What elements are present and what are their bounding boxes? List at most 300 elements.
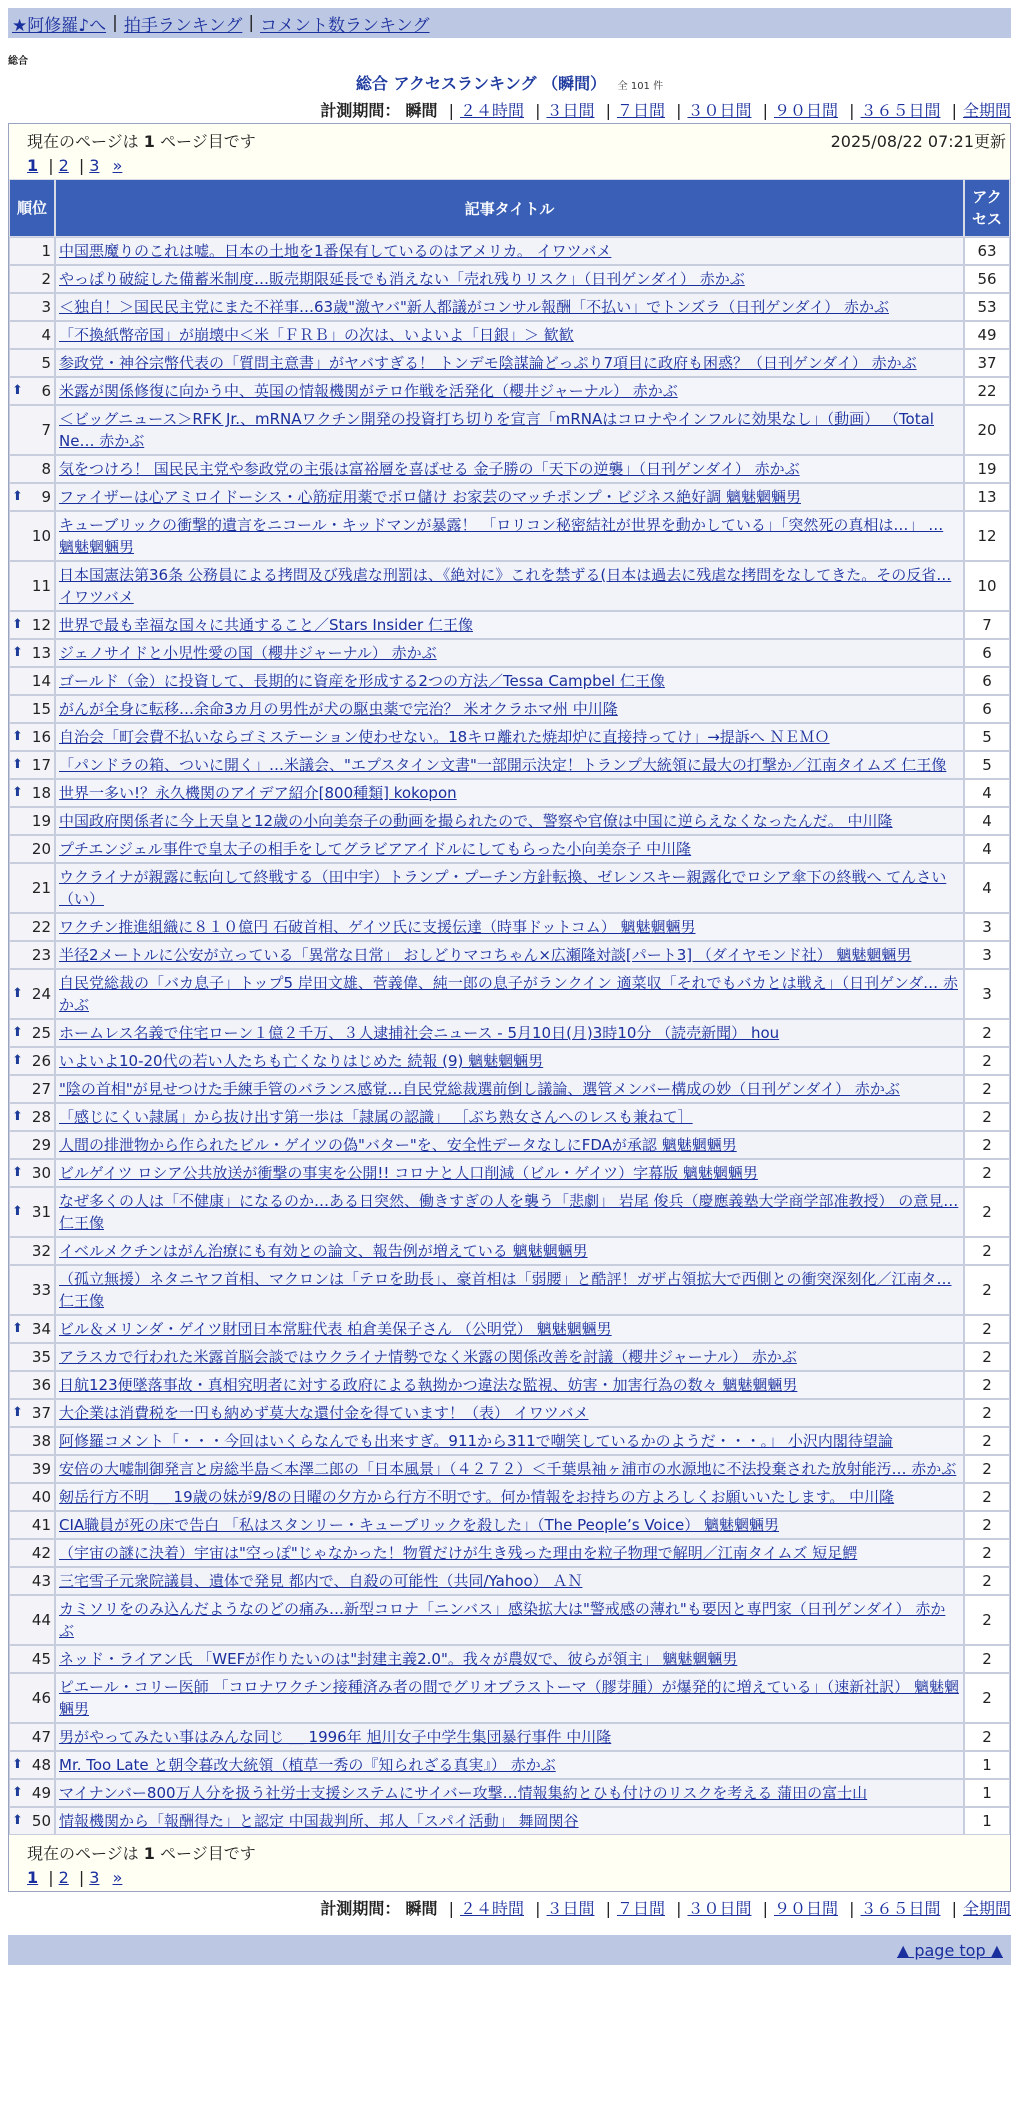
article-title-link[interactable]: 三宅雪子元衆院議員、遺体で発見 都内で、自殺の可能性（共同/Yahoo） ＡＮ — [59, 1572, 583, 1590]
rank-cell — [9, 1751, 55, 1779]
rank-cell — [9, 667, 55, 695]
access-count: 4 — [964, 807, 1010, 835]
rank-number: 39 — [31, 1460, 51, 1478]
period-link-24h[interactable]: ２４時間 — [459, 1899, 524, 1918]
title-cell — [55, 1595, 964, 1645]
page-top-link[interactable]: ▲ page top ▲ — [896, 1940, 1003, 1960]
table-row — [9, 1751, 1010, 1779]
period-link-365d[interactable]: ３６５日間 — [860, 101, 941, 120]
title-cell — [55, 511, 964, 561]
article-title-link[interactable]: ジェノサイドと小児性愛の国（櫻井ジャーナル） 赤かぶ — [59, 644, 437, 662]
rank-number: 34 — [31, 1320, 51, 1338]
rank-number: 7 — [41, 421, 51, 439]
period-current: 瞬間 — [405, 1899, 438, 1918]
period-selector-top: 計測期間： 瞬間 | ２４時間 | ３日間 | ７日間 | ３０日間 | ９０日間 | ３６５日間 | 全期間 — [320, 101, 1011, 120]
table-row — [9, 293, 1010, 321]
nav-applause-ranking-link[interactable]: 拍手ランキング — [123, 15, 243, 36]
period-link-3d[interactable]: ３日間 — [546, 101, 595, 120]
rank-cell — [9, 1315, 55, 1343]
ranking-heading — [0, 71, 1019, 94]
rank-number: 8 — [41, 460, 51, 478]
rank-cell — [9, 1723, 55, 1751]
title-cell — [55, 1265, 964, 1315]
rank-up-arrow-icon: ⬆ — [12, 757, 23, 772]
period-link-90d[interactable]: ９０日間 — [773, 1899, 838, 1918]
table-row — [9, 1047, 1010, 1075]
article-title-link[interactable]: 「感じにくい隷属」から抜け出す第一歩は「隷属の認識」 ［ぶち熟女さんへのレスも兼ねて］ — [59, 1108, 693, 1126]
rank-cell — [9, 695, 55, 723]
rank-number: 36 — [31, 1376, 51, 1394]
table-row — [9, 511, 1010, 561]
title-cell — [55, 1103, 964, 1131]
article-title-link[interactable]: カミソリをのみ込んだようなのどの痛み…新型コロナ「ニンバス」感染拡大は"警戒感の薄れ"も要因と専門家（日刊ゲンダイ） 赤かぶ — [59, 1600, 946, 1640]
pager-next[interactable]: » — [112, 156, 123, 175]
rank-number: 32 — [31, 1242, 51, 1260]
rank-number: 5 — [41, 354, 51, 372]
ranking-table — [9, 179, 1010, 1835]
rank-cell — [9, 1645, 55, 1673]
rank-number: 35 — [31, 1348, 51, 1366]
table-row — [9, 1427, 1010, 1455]
pager-page-2[interactable]: 2 — [58, 156, 69, 175]
rank-cell — [9, 1539, 55, 1567]
rank-number: 47 — [31, 1728, 51, 1746]
rank-cell — [9, 1047, 55, 1075]
article-title-link[interactable]: キューブリックの衝撃的遺言をニコール・キッドマンが暴露！ 「ロリコン秘密結社が世界を動かしている」「突然死の真相は…」 … 魑魅魍魎男 — [59, 516, 944, 556]
rank-up-arrow-icon: ⬆ — [12, 1109, 23, 1124]
rank-number: 38 — [31, 1432, 51, 1450]
top-nav-bar — [8, 8, 1011, 38]
table-row — [9, 1019, 1010, 1047]
article-title-link[interactable]: 自民党総裁の「バカ息子」トップ5 岸田文雄、菅義偉、純一郎の息子がランクイン 適菜収「それでもバカとは戦え」（日刊ゲンダ… 赤かぶ — [59, 974, 958, 1014]
rank-cell — [9, 1567, 55, 1595]
rank-number: 16 — [31, 728, 51, 746]
period-link-30d[interactable]: ３０日間 — [687, 1899, 752, 1918]
updated-timestamp: 2025/08/22 07:21更新 — [830, 132, 1006, 151]
pager-top: 1 | 2 | 3 » — [27, 156, 123, 175]
article-title-link[interactable]: 日本国憲法第36条 公務員による拷問及び残虐な刑罰は、《絶対に》これを禁ずる(日本は過去に残虐な拷問をなしてきた。その反省… イワツバメ — [59, 566, 952, 606]
rank-number: 14 — [31, 672, 51, 690]
table-row — [9, 913, 1010, 941]
pager-next[interactable]: » — [112, 1868, 123, 1887]
table-row — [9, 969, 1010, 1019]
article-title-link[interactable]: ＜ビッグニュース＞RFK Jr.、mRNAワクチン開発の投資打ち切りを宣言「mRNAはコロナやインフルに効果なし」（動画） （Total Ne… 赤かぶ — [59, 410, 934, 450]
article-title-link[interactable]: 中国悪魔りのこれは嘘。日本の土地を1番保有しているのはアメリカ。 イワツバメ — [59, 242, 612, 260]
pager-bottom: 1 | 2 | 3 » — [27, 1868, 123, 1887]
rank-up-arrow-icon: ⬆ — [12, 1785, 23, 1800]
rank-up-arrow-icon: ⬆ — [12, 986, 23, 1001]
title-cell — [55, 639, 964, 667]
table-row — [9, 639, 1010, 667]
table-row — [9, 835, 1010, 863]
title-cell — [55, 293, 964, 321]
access-count: 2 — [964, 1103, 1010, 1131]
access-count: 2 — [964, 1483, 1010, 1511]
rank-cell — [9, 377, 55, 405]
rank-cell — [9, 293, 55, 321]
table-row — [9, 1075, 1010, 1103]
access-count: 49 — [964, 321, 1010, 349]
column-header-rank: 順位 — [9, 179, 55, 237]
title-cell — [55, 455, 964, 483]
title-cell — [55, 611, 964, 639]
article-title-link[interactable]: "陰の首相"が見せつけた手練手管のバランス感覚…自民党総裁選前倒し議論、選管メンバー構成の妙（日刊ゲンダイ） 赤かぶ — [59, 1080, 900, 1098]
rank-number: 11 — [31, 577, 51, 595]
article-title-link[interactable]: Mr. Too Late と朝令暮改大統領（植草一秀の『知られざる真実』） 赤かぶ — [59, 1756, 556, 1774]
access-count: 12 — [964, 511, 1010, 561]
rank-number: 44 — [31, 1611, 51, 1629]
access-count: 2 — [964, 1673, 1010, 1723]
article-title-link[interactable]: ビル＆メリンダ・ゲイツ財団日本常駐代表 柏倉美保子さん （公明党） 魑魅魍魎男 — [59, 1320, 612, 1338]
title-cell — [55, 377, 964, 405]
table-row — [9, 1237, 1010, 1265]
access-count: 2 — [964, 1371, 1010, 1399]
nav-home-link[interactable]: ★阿修羅♪へ — [12, 15, 107, 36]
access-count: 37 — [964, 349, 1010, 377]
table-row — [9, 695, 1010, 723]
rank-cell — [9, 237, 55, 265]
table-row — [9, 751, 1010, 779]
article-title-link[interactable]: ネッド・ライアン氏 「WEFが作りたいのは"封建主義2.0"。我々が農奴で、彼らが領主」 魑魅魍魎男 — [59, 1650, 738, 1668]
rank-cell — [9, 1511, 55, 1539]
rank-up-arrow-icon: ⬆ — [12, 383, 23, 398]
access-count: 4 — [964, 779, 1010, 807]
article-title-link[interactable]: 米露が関係修復に向かう中、英国の情報機関がテロ作戦を活発化（櫻井ジャーナル） 赤かぶ — [59, 382, 678, 400]
article-title-link[interactable]: 世界一多い!？永久機関のアイデア紹介[800種類] kokopon — [59, 784, 457, 802]
table-row — [9, 611, 1010, 639]
rank-cell — [9, 1019, 55, 1047]
title-cell — [55, 1511, 964, 1539]
table-row — [9, 779, 1010, 807]
bottom-bar — [8, 1935, 1011, 1965]
access-count: 2 — [964, 1315, 1010, 1343]
table-row — [9, 349, 1010, 377]
article-title-link[interactable]: がんが全身に転移…余命3カ月の男性が犬の駆虫薬で完治？ 米オクラホマ州 中川隆 — [59, 700, 618, 718]
access-count: 10 — [964, 561, 1010, 611]
access-count: 6 — [964, 695, 1010, 723]
title-cell — [55, 1343, 964, 1371]
access-count: 1 — [964, 1807, 1010, 1835]
article-title-link[interactable]: 「不換紙幣帝国」が崩壊中＜米「ＦＲＢ」の次は、いよいよ「日銀」＞ 歓歓 — [59, 326, 574, 344]
article-title-link[interactable]: 阿修羅コメント「・・・今回はいくらなんでも出来すぎ。911から311で嘲笑しているかのようだ・・・。」 小沢内閣待望論 — [59, 1432, 893, 1450]
rank-cell — [9, 1807, 55, 1835]
table-row — [9, 1399, 1010, 1427]
title-cell — [55, 1075, 964, 1103]
article-title-link[interactable]: 剱岳行方不明 ＿ 19歳の妹が9/8の日曜の夕方から行方不明です。何か情報をお持ちの方よろしくお願いいたします。 中川隆 — [59, 1488, 895, 1506]
rank-cell — [9, 1455, 55, 1483]
title-cell — [55, 349, 964, 377]
title-cell — [55, 1315, 964, 1343]
rank-cell — [9, 1779, 55, 1807]
page-title: 総合 アクセスランキング （瞬間） — [355, 74, 607, 93]
rank-number: 20 — [31, 840, 51, 858]
rank-number: 31 — [31, 1203, 51, 1221]
rank-number: 1 — [41, 242, 51, 260]
access-count: 2 — [964, 1265, 1010, 1315]
article-title-link[interactable]: （孤立無援）ネタニヤフ首相、マクロンは「テロを助長」、豪首相は「弱腰」と酷評！ガザ占領拡大で西側との衝突深刻化／江南タ… 仁王像 — [59, 1270, 952, 1310]
rank-number: 46 — [31, 1689, 51, 1707]
table-row — [9, 321, 1010, 349]
title-cell — [55, 1723, 964, 1751]
article-title-link[interactable]: 中国政府関係者に今上天皇と12歳の小向美奈子の動画を撮られたので、警察や官僚は中国に逆らえなくなったんだ。 中川隆 — [59, 812, 893, 830]
access-count: 2 — [964, 1399, 1010, 1427]
pager-page-current[interactable]: 1 — [27, 1868, 39, 1887]
period-link-24h[interactable]: ２４時間 — [459, 101, 524, 120]
column-header-title: 記事タイトル — [55, 179, 964, 237]
article-title-link[interactable]: 人間の排泄物から作られたビル・ゲイツの偽"バター"を、安全性データなしにFDAが承認 魑魅魍魎男 — [59, 1136, 737, 1154]
rank-cell — [9, 1343, 55, 1371]
access-count: 13 — [964, 483, 1010, 511]
access-count: 63 — [964, 237, 1010, 265]
rank-up-arrow-icon: ⬆ — [12, 617, 23, 632]
table-row — [9, 723, 1010, 751]
rank-up-arrow-icon: ⬆ — [12, 1405, 23, 1420]
rank-cell — [9, 511, 55, 561]
table-row — [9, 667, 1010, 695]
article-title-link[interactable]: プチエンジェル事件で皇太子の相手をしてグラビアアイドルにしてもらった小向美奈子 中川隆 — [59, 840, 692, 858]
title-cell — [55, 1187, 964, 1237]
article-title-link[interactable]: CIA職員が死の床で告白 「私はスタンリー・キューブリックを殺した」（The People’s Voice） 魑魅魍魎男 — [59, 1516, 780, 1534]
rank-up-arrow-icon: ⬆ — [12, 1053, 23, 1068]
pager-page-2[interactable]: 2 — [58, 1868, 69, 1887]
rank-cell — [9, 1187, 55, 1237]
title-cell — [55, 807, 964, 835]
access-count: 3 — [964, 913, 1010, 941]
article-title-link[interactable]: 安倍の大嘘制御発言と房総半島＜本澤二郎の「日本風景」（４２７２）＜千葉県袖ヶ浦市の水源地に不法投棄された放射能汚… 赤かぶ — [59, 1460, 957, 1478]
rank-cell — [9, 779, 55, 807]
rank-cell — [9, 913, 55, 941]
title-cell — [55, 1779, 964, 1807]
article-title-link[interactable]: ピエール・コリー医師 「コロナワクチン接種済み者の間でグリオブラストーマ（膠芽腫）が爆発的に増えている」（速新社訳） 魑魅魍魎男 — [59, 1678, 959, 1718]
title-cell — [55, 695, 964, 723]
current-page-text: 現在のページは 1 ページ目です — [27, 1844, 256, 1863]
title-cell — [55, 561, 964, 611]
period-link-30d[interactable]: ３０日間 — [687, 101, 752, 120]
table-row — [9, 455, 1010, 483]
title-cell — [55, 1751, 964, 1779]
rank-cell — [9, 1103, 55, 1131]
pager-page-current[interactable]: 1 — [27, 156, 39, 175]
access-count: 6 — [964, 639, 1010, 667]
title-cell — [55, 1455, 964, 1483]
rank-cell — [9, 639, 55, 667]
rank-cell — [9, 1673, 55, 1723]
title-cell — [55, 1539, 964, 1567]
rank-cell — [9, 1399, 55, 1427]
rank-number: 40 — [31, 1488, 51, 1506]
title-cell — [55, 969, 964, 1019]
current-page-text: 現在のページは 1 ページ目です — [27, 132, 256, 151]
article-title-link[interactable]: イベルメクチンはがん治療にも有効との論文、報告例が増えている 魑魅魍魎男 — [59, 1242, 588, 1260]
rank-up-arrow-icon: ⬆ — [12, 729, 23, 744]
access-count: 19 — [964, 455, 1010, 483]
rank-number: 25 — [31, 1024, 51, 1042]
pager-page-3[interactable]: 3 — [89, 1868, 100, 1887]
rank-number: 4 — [41, 326, 51, 344]
table-row — [9, 1539, 1010, 1567]
article-title-link[interactable]: やっぱり破綻した備蓄米制度…販売期限延長でも消えない「売れ残りリスク」（日刊ゲンダイ） 赤かぶ — [59, 270, 745, 288]
rank-cell — [9, 405, 55, 455]
table-row — [9, 1511, 1010, 1539]
article-title-link[interactable]: マイナンバー800万人分を扱う社労士支援システムにサイバー攻撃…情報集約とひも付けのリスクを考える 蒲田の富士山 — [59, 1784, 868, 1802]
article-title-link[interactable]: ファイザーは心アミロイドーシス・心筋症用薬でボロ儲け お家芸のマッチポンプ・ビジネス絶好調 魑魅魍魎男 — [59, 488, 801, 506]
article-title-link[interactable]: 参政党・神谷宗幣代表の「質問主意書」がヤバすぎる！ トンデモ陰謀論どっぷり7項目に政府も困惑？（日刊ゲンダイ） 赤かぶ — [59, 354, 917, 372]
rank-cell — [9, 561, 55, 611]
rank-number: 33 — [31, 1281, 51, 1299]
nav-comment-ranking-link[interactable]: コメント数ランキング — [260, 15, 430, 36]
article-title-link[interactable]: ビルゲイツ ロシア公共放送が衝撃の事実を公開!! コロナと人口削減（ビル・ゲイツ）字幕版 魑魅魍魎男 — [59, 1164, 758, 1182]
ranking-table-body — [9, 237, 1010, 1835]
article-title-link[interactable]: なぜ多くの人は「不健康」になるのか…ある日突然、働きすぎの人を襲う「悲劇」 岩尾 俊兵（慶應義塾大学商学部准教授） の意見… 仁王像 — [59, 1192, 959, 1232]
rank-number: 28 — [31, 1108, 51, 1126]
rank-number: 2 — [41, 270, 51, 288]
rank-cell — [9, 1595, 55, 1645]
period-label: 計測期間： — [320, 101, 401, 120]
title-cell — [55, 483, 964, 511]
period-link-all[interactable]: 全期間 — [962, 101, 1011, 120]
access-count: 2 — [964, 1075, 1010, 1103]
title-cell — [55, 405, 964, 455]
access-count: 3 — [964, 941, 1010, 969]
rank-number: 23 — [31, 946, 51, 964]
rank-cell — [9, 969, 55, 1019]
table-row — [9, 1567, 1010, 1595]
title-cell — [55, 1047, 964, 1075]
table-row — [9, 1187, 1010, 1237]
table-row — [9, 1343, 1010, 1371]
table-row — [9, 483, 1010, 511]
access-count: 2 — [964, 1595, 1010, 1645]
rank-number: 6 — [41, 382, 51, 400]
access-count: 2 — [964, 1131, 1010, 1159]
rank-number: 50 — [31, 1812, 51, 1830]
period-link-7d[interactable]: ７日間 — [616, 1899, 665, 1918]
access-count: 3 — [964, 969, 1010, 1019]
table-row — [9, 807, 1010, 835]
access-count: 2 — [964, 1455, 1010, 1483]
rank-cell — [9, 1483, 55, 1511]
table-row — [9, 1159, 1010, 1187]
article-title-link[interactable]: 大企業は消費税を一円も納めず莫大な還付金を得ています！（表） イワツバメ — [59, 1404, 589, 1422]
rank-up-arrow-icon: ⬆ — [12, 1025, 23, 1040]
table-row — [9, 405, 1010, 455]
rank-cell — [9, 835, 55, 863]
table-row — [9, 1483, 1010, 1511]
article-title-link[interactable]: いよいよ10-20代の若い人たちも亡くなりはじめた 続報 (9) 魑魅魍魎男 — [59, 1052, 544, 1070]
rank-number: 19 — [31, 812, 51, 830]
rank-number: 3 — [41, 298, 51, 316]
article-title-link[interactable]: 気をつけろ！ 国民民主党や参政党の主張は富裕層を喜ばせる 金子勝の「天下の逆襲」（日刊ゲンダイ） 赤かぶ — [59, 460, 800, 478]
article-title-link[interactable]: ウクライナが親露に転向して終戦する（田中宇）トランプ・プーチン方針転換、ゼレンスキー親露化でロシア傘下の終戦へ てんさい（い） — [59, 868, 947, 908]
page-info-bottom — [9, 1835, 1010, 1864]
page-info-top — [9, 124, 1010, 152]
rank-cell — [9, 1371, 55, 1399]
title-cell — [55, 779, 964, 807]
access-count: 2 — [964, 1237, 1010, 1265]
rank-number: 13 — [31, 644, 51, 662]
rank-cell — [9, 455, 55, 483]
rank-number: 41 — [31, 1516, 51, 1534]
article-title-link[interactable]: 「パンドラの箱、ついに開く」…米議会、"エプスタイン文書"一部開示決定！トランプ大統領に最大の打撃か／江南タイムズ 仁王像 — [59, 756, 947, 774]
access-count: 6 — [964, 667, 1010, 695]
rank-cell — [9, 1427, 55, 1455]
rank-number: 43 — [31, 1572, 51, 1590]
table-row — [9, 1131, 1010, 1159]
title-cell — [55, 1159, 964, 1187]
article-title-link[interactable]: 世界で最も幸福な国々に共通すること／Stars Insider 仁王像 — [59, 616, 473, 634]
table-row — [9, 561, 1010, 611]
article-title-link[interactable]: ゴールド（金）に投資して、長期的に資産を形成する2つの方法／Tessa Campbel 仁王像 — [59, 672, 665, 690]
article-title-link[interactable]: ホームレス名義で住宅ローン１億２千万、３人逮捕社会ニュース - 5月10日(月)3時10分 （読売新聞） hou — [59, 1024, 780, 1042]
period-link-3d[interactable]: ３日間 — [546, 1899, 595, 1918]
title-cell — [55, 1673, 964, 1723]
title-cell — [55, 1131, 964, 1159]
access-count: 2 — [964, 1047, 1010, 1075]
article-title-link[interactable]: ＜独自！＞国民民主党にまた不祥事…63歳"激ヤバ"新人都議がコンサル報酬「不払い」でトンズラ（日刊ゲンダイ） 赤かぶ — [59, 298, 889, 316]
total-count: 全 101 件 — [617, 81, 664, 92]
table-row — [9, 1645, 1010, 1673]
article-title-link[interactable]: （宇宙の謎に決着）宇宙は"空っぽ"じゃなかった！物質だけが生き残った理由を粒子物理で解明／江南タイムズ 短足鰐 — [59, 1544, 858, 1562]
table-row — [9, 1371, 1010, 1399]
title-cell — [55, 265, 964, 293]
rank-cell — [9, 265, 55, 293]
nav-separator: | — [112, 13, 118, 33]
title-cell — [55, 1427, 964, 1455]
title-cell — [55, 751, 964, 779]
title-cell — [55, 667, 964, 695]
rank-cell — [9, 723, 55, 751]
period-link-7d[interactable]: ７日間 — [616, 101, 665, 120]
title-cell — [55, 941, 964, 969]
rank-cell — [9, 941, 55, 969]
period-link-90d[interactable]: ９０日間 — [773, 101, 838, 120]
period-current: 瞬間 — [405, 101, 438, 120]
rank-number: 45 — [31, 1650, 51, 1668]
article-title-link[interactable]: ワクチン推進組織に８１０億円 石破首相、ゲイツ氏に支援伝達（時事ドットコム） 魑魅魍魎男 — [59, 918, 696, 936]
column-header-access: アクセス — [964, 179, 1010, 237]
rank-cell — [9, 1075, 55, 1103]
article-title-link[interactable]: 日航123便墜落事故・真相究明者に対する政府による執拗かつ違法な監視、妨害・加害行為の数々 魑魅魍魎男 — [59, 1376, 798, 1394]
period-link-all[interactable]: 全期間 — [962, 1899, 1011, 1918]
pager-page-3[interactable]: 3 — [89, 156, 100, 175]
title-cell — [55, 723, 964, 751]
rank-up-arrow-icon: ⬆ — [12, 1757, 23, 1772]
article-title-link[interactable]: 半径2メートルに公安が立っている「異常な日常」 おしどりマコちゃん×広瀬隆対談[パート3] （ダイヤモンド社） 魑魅魍魎男 — [59, 946, 912, 964]
access-count: 2 — [964, 1723, 1010, 1751]
access-count: 2 — [964, 1019, 1010, 1047]
article-title-link[interactable]: 情報機関から「報酬得た」と認定 中国裁判所、邦人「スパイ活動」 舞岡関谷 — [59, 1812, 579, 1830]
rank-number: 10 — [31, 527, 51, 545]
section-tag: 総合 — [8, 56, 28, 67]
article-title-link[interactable]: アラスカで行われた米露首脳会談ではウクライナ情勢でなく米露の関係改善を討議（櫻井ジャーナル） 赤かぶ — [59, 1348, 797, 1366]
access-count: 2 — [964, 1645, 1010, 1673]
period-link-365d[interactable]: ３６５日間 — [860, 1899, 941, 1918]
title-cell — [55, 1567, 964, 1595]
rank-number: 15 — [31, 700, 51, 718]
rank-up-arrow-icon: ⬆ — [12, 785, 23, 800]
rank-number: 22 — [31, 918, 51, 936]
article-title-link[interactable]: 自治会「町会費不払いならゴミステーション使わせない。18キロ離れた焼却炉に直接持ってけ」→提訴へ ＮＥＭＯ — [59, 728, 830, 746]
rank-cell — [9, 807, 55, 835]
article-title-link[interactable]: 男がやってみたい事はみんな同じ ＿ 1996年 旭川女子中学生集団暴行事件 中川隆 — [59, 1728, 612, 1746]
title-cell — [55, 1019, 964, 1047]
period-selector-bottom: 計測期間： 瞬間 | ２４時間 | ３日間 | ７日間 | ３０日間 | ９０日間 | ３６５日間 | 全期間 — [320, 1899, 1011, 1918]
rank-number: 17 — [31, 756, 51, 774]
rank-cell — [9, 1131, 55, 1159]
rank-number: 27 — [31, 1080, 51, 1098]
title-cell — [55, 1807, 964, 1835]
access-count: 1 — [964, 1751, 1010, 1779]
